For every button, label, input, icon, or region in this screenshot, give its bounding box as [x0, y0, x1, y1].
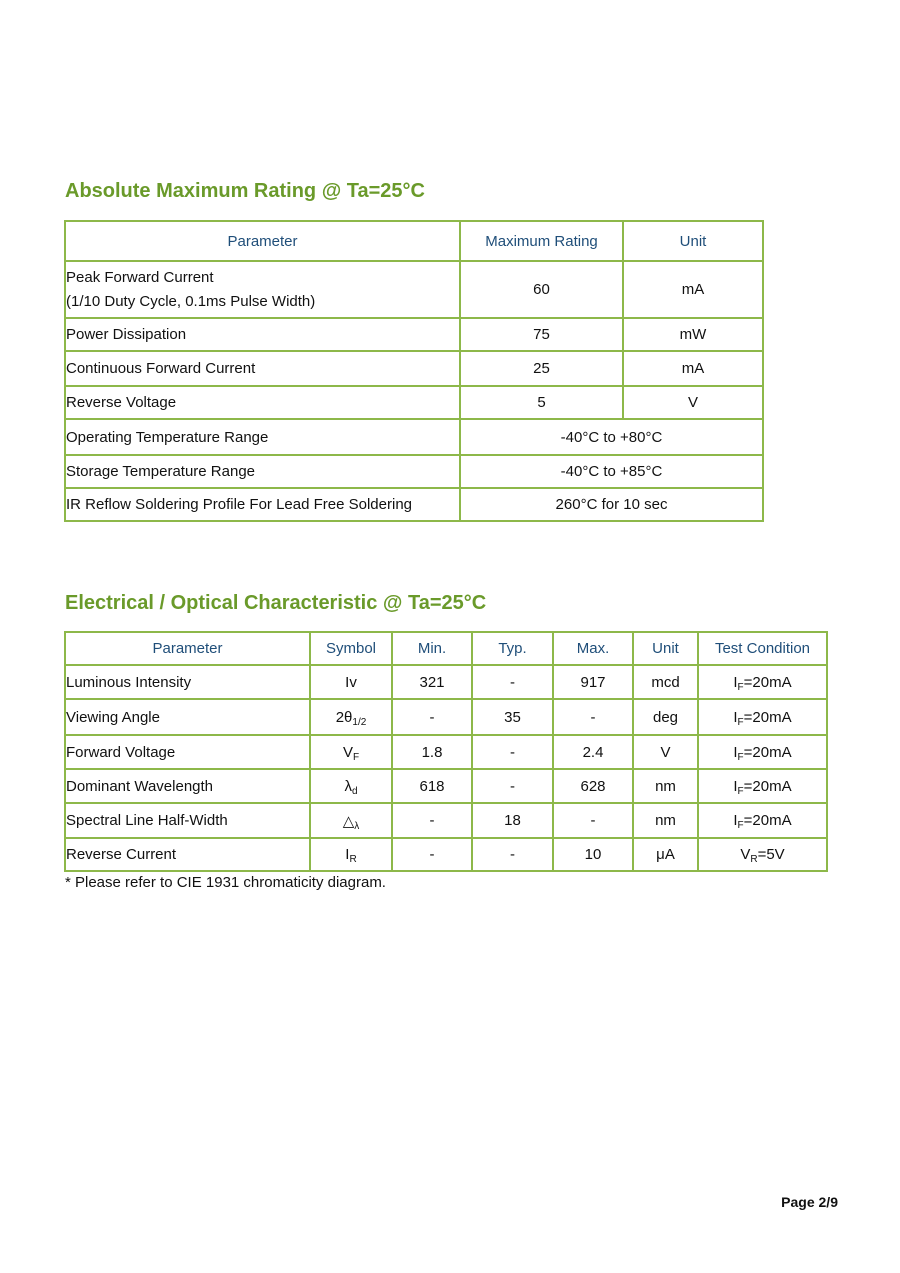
min-cell: -	[392, 699, 472, 735]
symbol-cell	[310, 803, 392, 838]
condition: V	[740, 846, 751, 863]
header-unit: Unit	[623, 221, 763, 261]
condition-cell	[698, 838, 827, 871]
param-line2: (1/10 Duty Cycle, 0.1ms Pulse Width)	[66, 292, 316, 310]
absolute-max-title: Absolute Maximum Rating @ Ta=25°C	[65, 180, 425, 202]
value-cell: 25	[460, 351, 623, 386]
table-header-row	[65, 632, 827, 665]
max-cell: -	[553, 803, 633, 838]
symbol: 2θ	[335, 708, 353, 726]
value-cell: 75	[460, 318, 623, 351]
table-row	[65, 455, 763, 488]
typ-cell: -	[472, 665, 553, 699]
condition-cell	[698, 803, 827, 838]
table-row	[65, 803, 827, 838]
param-cell: Operating Temperature Range	[65, 419, 460, 455]
symbol-subscript: λ	[354, 820, 360, 832]
unit-cell: nm	[633, 769, 698, 803]
symbol-cell	[310, 699, 392, 735]
condition: I	[733, 673, 738, 691]
param-cell: Dominant Wavelength	[65, 769, 310, 803]
table-row	[65, 699, 827, 735]
condition-subscript: F	[737, 716, 744, 728]
header-parameter: Parameter	[65, 221, 460, 261]
min-cell: -	[392, 838, 472, 871]
symbol-cell	[310, 838, 392, 871]
condition: I	[733, 777, 738, 795]
condition-subscript: F	[737, 681, 744, 693]
unit-cell: mA	[623, 351, 763, 386]
header-max-rating: Maximum Rating	[460, 221, 623, 261]
max-cell: 628	[553, 769, 633, 803]
header-test-condition: Test Condition	[698, 632, 827, 665]
condition-value: =20mA	[743, 708, 792, 726]
condition-subscript: F	[737, 785, 744, 797]
condition-subscript: F	[737, 751, 744, 763]
page-number: Page 2/9	[781, 1194, 838, 1210]
symbol: V	[342, 743, 353, 761]
param-cell: Reverse Voltage	[65, 386, 460, 419]
param-cell: IR Reflow Soldering Profile For Lead Free Soldering	[65, 488, 460, 521]
param-cell: Luminous Intensity	[65, 665, 310, 699]
delta-icon: △	[342, 812, 355, 830]
condition-cell	[698, 735, 827, 769]
param-cell: Power Dissipation	[65, 318, 460, 351]
symbol: Iv	[345, 673, 357, 691]
param-line1: Peak Forward Current	[66, 268, 214, 286]
table-row	[65, 386, 763, 419]
symbol-cell	[310, 665, 392, 699]
condition-value: =20mA	[743, 777, 792, 795]
param-cell	[65, 261, 460, 318]
condition-cell	[698, 769, 827, 803]
unit-cell: mcd	[633, 665, 698, 699]
param-cell: Continuous Forward Current	[65, 351, 460, 386]
typ-cell: -	[472, 769, 553, 803]
table-row	[65, 261, 763, 318]
absolute-max-table	[64, 220, 764, 522]
value-cell: -40°C to +80°C	[460, 419, 763, 455]
condition: I	[733, 708, 738, 726]
header-symbol: Symbol	[310, 632, 392, 665]
min-cell: 618	[392, 769, 472, 803]
unit-cell: mA	[623, 261, 763, 318]
condition-subscript: F	[737, 820, 744, 831]
header-min: Min.	[392, 632, 472, 665]
header-unit: Unit	[633, 632, 698, 665]
param-cell: Forward Voltage	[65, 735, 310, 769]
electrical-title: Electrical / Optical Characteristic @ Ta=25°C	[65, 592, 487, 614]
symbol: I	[345, 846, 350, 863]
condition-cell	[698, 665, 827, 699]
unit-cell: nm	[633, 803, 698, 838]
typ-cell: 35	[472, 699, 553, 735]
max-cell: -	[553, 699, 633, 735]
table-row	[65, 665, 827, 699]
chromaticity-note: * Please refer to CIE 1931 chromaticity diagram.	[65, 874, 386, 891]
symbol-subscript: F	[352, 751, 360, 763]
value-cell: 260°C for 10 sec	[460, 488, 763, 521]
table-row	[65, 351, 763, 386]
param-cell: Storage Temperature Range	[65, 455, 460, 488]
table-row	[65, 838, 827, 871]
max-cell: 2.4	[553, 735, 633, 769]
min-cell: -	[392, 803, 472, 838]
table-row	[65, 769, 827, 803]
symbol-subscript: d	[351, 785, 358, 797]
unit-cell: V	[623, 386, 763, 419]
electrical-table	[64, 631, 828, 872]
max-cell: 917	[553, 665, 633, 699]
unit-cell: mW	[623, 318, 763, 351]
typ-cell: 18	[472, 803, 553, 838]
table-header-row	[65, 221, 763, 261]
condition-value: =20mA	[743, 812, 792, 829]
param-cell: Viewing Angle	[65, 699, 310, 735]
condition-value: =5V	[757, 846, 785, 863]
unit-cell: deg	[633, 699, 698, 735]
condition-value: =20mA	[743, 743, 792, 761]
min-cell: 321	[392, 665, 472, 699]
symbol: λ	[344, 777, 352, 795]
min-cell: 1.8	[392, 735, 472, 769]
table-row	[65, 488, 763, 521]
condition-cell	[698, 699, 827, 735]
param-cell: Spectral Line Half-Width	[65, 803, 310, 838]
table-row	[65, 318, 763, 351]
header-parameter: Parameter	[65, 632, 310, 665]
value-cell: -40°C to +85°C	[460, 455, 763, 488]
typ-cell: -	[472, 838, 553, 871]
condition-value: =20mA	[743, 673, 792, 691]
value-cell: 5	[460, 386, 623, 419]
condition-subscript: R	[750, 854, 758, 865]
table-row	[65, 419, 763, 455]
condition: I	[733, 743, 738, 761]
symbol-cell	[310, 769, 392, 803]
unit-cell: V	[633, 735, 698, 769]
condition: I	[733, 812, 738, 829]
symbol-cell	[310, 735, 392, 769]
param-cell: Reverse Current	[65, 838, 310, 871]
symbol-subscript: 1/2	[352, 716, 367, 728]
value-cell: 60	[460, 261, 623, 318]
typ-cell: -	[472, 735, 553, 769]
header-max: Max.	[553, 632, 633, 665]
symbol-subscript: R	[349, 854, 357, 865]
max-cell: 10	[553, 838, 633, 871]
table-row	[65, 735, 827, 769]
unit-cell: μA	[633, 838, 698, 871]
header-typ: Typ.	[472, 632, 553, 665]
